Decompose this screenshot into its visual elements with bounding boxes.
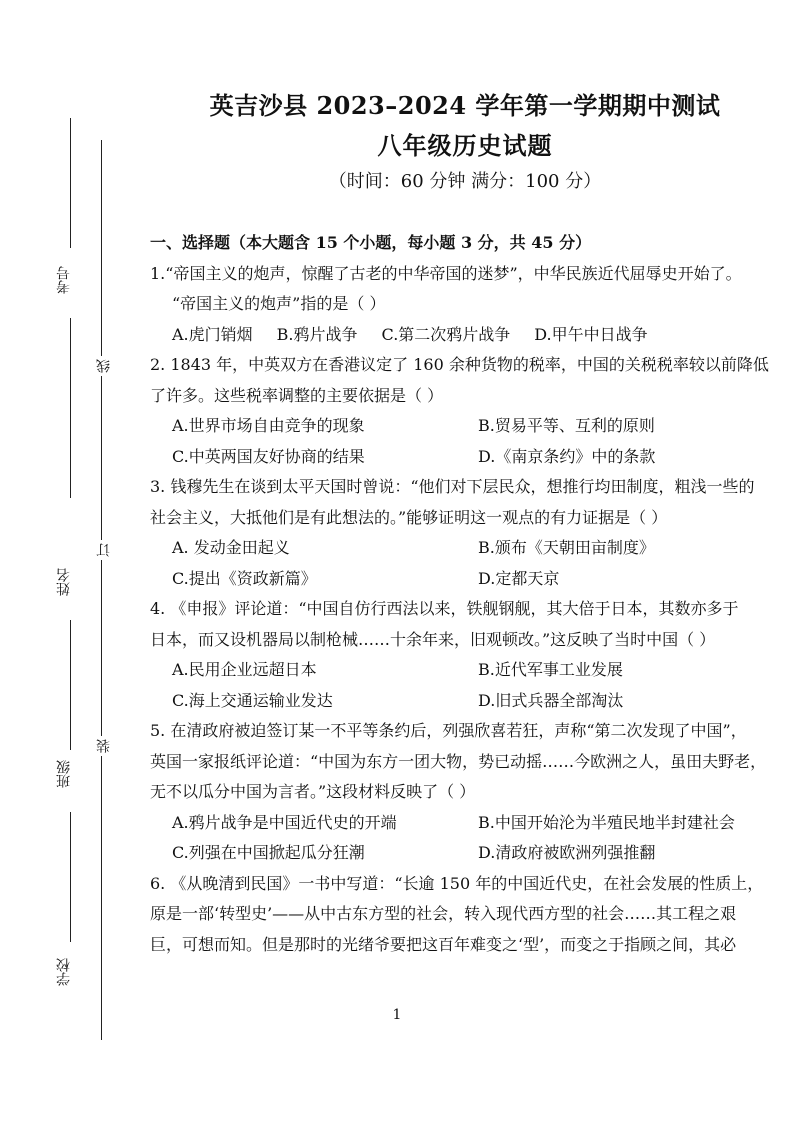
option-c: C.海上交通运输业发达 xyxy=(172,690,333,710)
question-stem: 2. 1843 年，中英双方在香港议定了 160 余种货物的税率，中国的关税税率较以前降低 xyxy=(150,355,769,374)
option-row xyxy=(150,838,792,869)
label-exam-no: 考号 xyxy=(56,266,72,294)
option-c: C.中英两国友好协商的结果 xyxy=(172,446,365,466)
binding-mark-ding: 订 xyxy=(94,540,114,560)
option-row xyxy=(150,320,792,351)
option-row xyxy=(150,533,792,564)
option-row xyxy=(150,442,792,473)
exam-meta: （时间：60 分钟 满分：100 分） xyxy=(328,171,602,192)
name-line xyxy=(70,620,71,750)
question-stem: 日本，而又设机器局以制枪械……十余年来，旧观顿改。”这反映了当时中国（ ） xyxy=(150,629,716,649)
option-d: D.定都天京 xyxy=(478,568,560,588)
binding-line xyxy=(101,140,102,1040)
option-c: C.第二次鸦片战争 xyxy=(381,324,511,344)
option-b: B.颁布《天朝田亩制度》 xyxy=(478,538,655,557)
question-stem: “帝国主义的炮声”指的是（ ） xyxy=(172,294,386,313)
option-d: D.甲午中日战争 xyxy=(534,324,648,344)
option-b: B.鸦片战争 xyxy=(276,324,358,344)
option-a: A.虎门销烟 xyxy=(172,324,253,344)
option-c: C.列强在中国掀起瓜分狂潮 xyxy=(172,843,365,862)
section-heading: 一、选择题（本大题含 15 个小题，每小题 3 分，共 45 分） xyxy=(150,233,592,252)
option-row xyxy=(150,564,792,595)
question-6 xyxy=(150,869,792,961)
question-stem: 英国一家报纸评论道：“中国为东方一团大物，势已动摇……今欧洲之人，虽田夫野老， xyxy=(150,751,767,771)
option-row xyxy=(150,808,792,839)
binding-mark-zhuang: 装 xyxy=(94,736,114,756)
question-stem: 4. 《申报》评论道：“中国自仿行西法以来，铁舰钢舰，其大倍于日本，其数亦多于 xyxy=(150,599,739,618)
option-c: C.提出《资政新篇》 xyxy=(172,568,317,588)
option-a: A.鸦片战争是中国近代史的开端 xyxy=(172,812,397,832)
question-stem: 社会主义，大抵他们是有此想法的。”能够证明这一观点的有力证据是（ ） xyxy=(150,507,668,527)
option-a: A.世界市场自由竞争的现象 xyxy=(172,416,365,435)
question-3 xyxy=(150,472,792,594)
question-5 xyxy=(150,716,792,869)
class-line xyxy=(70,812,71,942)
exam-content xyxy=(150,228,792,960)
option-row xyxy=(150,686,792,717)
option-d: D.旧式兵器全部淘汰 xyxy=(478,690,624,710)
question-stem: 原是一部‘转型史’——从中古东方型的社会，转入现代西方型的社会……其工程之艰 xyxy=(150,904,737,923)
question-stem: 6. 《从晚清到民国》一书中写道：“长逾 150 年的中国近代史，在社会发展的性质上， xyxy=(150,873,764,893)
exam-no-line-2 xyxy=(70,318,71,498)
question-stem: 无不以瓜分中国为言者。”这段材料反映了（ ） xyxy=(150,782,476,801)
option-row xyxy=(150,411,792,442)
label-class: 班级 xyxy=(56,760,72,788)
option-b: B.贸易平等、互利的原则 xyxy=(478,416,655,435)
exam-subtitle: 八年级历史试题 xyxy=(377,131,553,160)
question-stem: 1.“帝国主义的炮声，惊醒了古老的中华帝国的迷梦”，中华民族近代屈辱史开始了。 xyxy=(150,263,742,283)
question-stem: 5. 在清政府被迫签订某一不平等条约后，列强欣喜若狂，声称“第二次发现了中国”， xyxy=(150,721,747,740)
option-row xyxy=(150,655,792,686)
question-4 xyxy=(150,594,792,716)
option-b: B.近代军事工业发展 xyxy=(478,660,623,679)
question-stem: 了许多。这些税率调整的主要依据是（ ） xyxy=(150,385,444,405)
option-d: D.《南京条约》中的条款 xyxy=(478,446,656,466)
page-number: 1 xyxy=(392,1007,402,1023)
question-2 xyxy=(150,350,792,472)
option-d: D.清政府被欧洲列强推翻 xyxy=(478,843,656,862)
label-name: 姓名 xyxy=(56,568,72,596)
question-1 xyxy=(150,259,792,351)
option-a: A. 发动金田起义 xyxy=(172,538,290,557)
label-school: 学校 xyxy=(56,958,72,986)
exam-title: 英吉沙县 2023–2024 学年第一学期期中测试 xyxy=(209,91,721,120)
question-stem: 巨，可想而知。但是那时的光绪爷要把这百年难变之‘型’，而变之于指顾之间，其必 xyxy=(150,934,737,954)
option-b: B.中国开始沦为半殖民地半封建社会 xyxy=(478,812,735,832)
option-a: A.民用企业远超日本 xyxy=(172,660,317,679)
exam-no-line xyxy=(70,118,71,248)
question-stem: 3. 钱穆先生在谈到太平天国时曾说：“他们对下层民众，想推行均田制度，粗浅一些的 xyxy=(150,477,755,496)
binding-mark-line: 线 xyxy=(94,356,114,376)
